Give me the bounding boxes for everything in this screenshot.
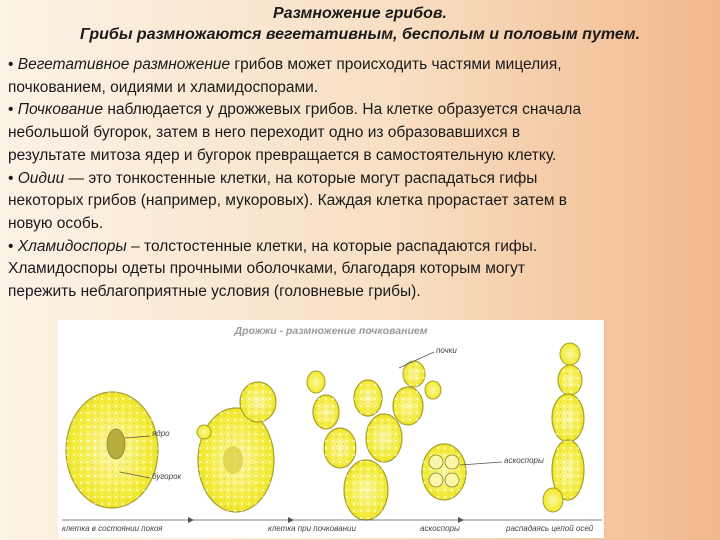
resting-cell xyxy=(66,392,158,508)
bullet: • xyxy=(8,101,14,119)
term-oidia: Оидии xyxy=(17,169,65,187)
figure-title: Дрожжи - размножение почкованием xyxy=(234,325,428,337)
paragraph-line: новую особь. xyxy=(8,214,104,232)
paragraph-chlamydospores xyxy=(8,236,713,304)
term-chlamydospores: Хламидоспоры xyxy=(17,237,127,255)
bottom-arrow-line xyxy=(62,517,602,523)
paragraph-line: пережить неблагоприятные условия (головневые грибы). xyxy=(8,283,421,301)
paragraph-line: наблюдается у дрожжевых грибов. На клетке образуется сначала xyxy=(103,101,582,119)
paragraph-line: Хламидоспоры одеты прочными оболочками, благодаря которым могут xyxy=(8,260,526,278)
nucleus-shape xyxy=(107,429,125,459)
paragraph-line: некоторых грибов (например, мукоровых). Каждая клетка прорастает затем в xyxy=(8,192,568,210)
cell-chain xyxy=(543,343,584,512)
cell-with-bud xyxy=(197,382,276,512)
paragraph-vegetative xyxy=(8,54,713,99)
slide-subtitle: Грибы размножаются вегетативным, бесполым и половым путем. xyxy=(79,26,641,43)
ascus xyxy=(422,444,466,500)
yeast-cells-illustration xyxy=(58,320,604,538)
paragraph-line: небольшой бугорок, затем в него переходит одно из образовавшихся в xyxy=(8,124,521,142)
paragraph-line: почкованием, оидиями и хламидоспорами. xyxy=(8,78,319,96)
label-buds: почки xyxy=(436,346,457,355)
label-resting-cell: клетка в состоянии покоя xyxy=(62,524,163,533)
paragraph-oidia xyxy=(8,168,713,236)
label-ascospores-bottom: аскоспоры xyxy=(420,524,460,533)
yeast-budding-figure xyxy=(58,320,604,538)
term-vegetative: Вегетативное размножение xyxy=(17,56,231,73)
label-bud: бугорок xyxy=(152,472,182,481)
slide-body xyxy=(8,54,713,304)
paragraph-line: – толстостенные клетки, на которые распадаются гифы. xyxy=(126,237,538,255)
paragraph-line: грибов может происходить частями мицелия, xyxy=(230,56,562,73)
slide-title: Размножение грибов. xyxy=(273,5,447,22)
paragraph-budding xyxy=(8,99,713,167)
bullet: • xyxy=(8,169,14,187)
label-budding-cell: клетка при почковании xyxy=(268,524,356,533)
label-nucleus: ядро xyxy=(152,429,170,438)
budding-colony xyxy=(307,361,441,520)
label-decaying-cell: распадаясь цепой осей xyxy=(506,524,594,533)
label-ascospores: аскоспоры xyxy=(504,456,544,465)
paragraph-line: результате митоза ядер и бугорок превращается в самостоятельную клетку. xyxy=(8,146,557,164)
paragraph-line: — это тонкостенные клетки, на которые могут распадаться гифы xyxy=(64,169,538,187)
term-budding: Почкование xyxy=(17,101,104,119)
bullet: • xyxy=(8,56,14,73)
bullet: • xyxy=(8,237,14,255)
